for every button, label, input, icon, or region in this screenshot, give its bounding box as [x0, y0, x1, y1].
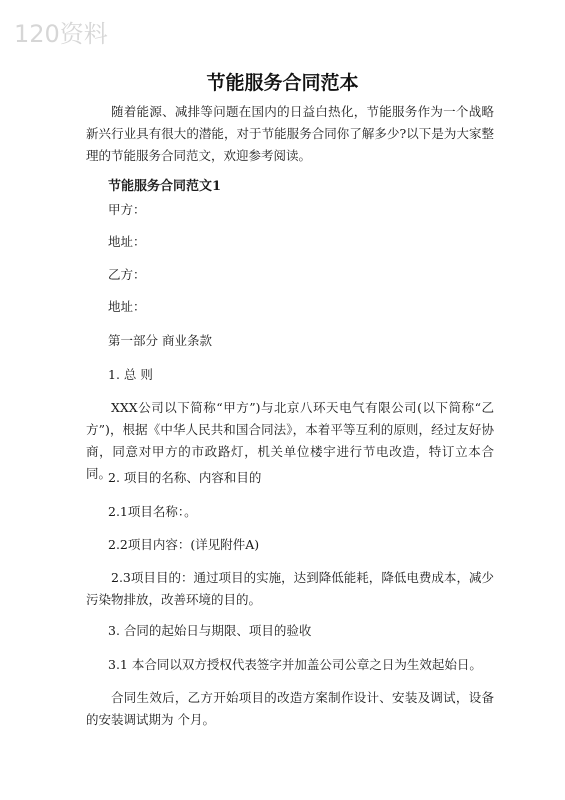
clause-2-heading: 2. 项目的名称、内容和目的: [108, 470, 262, 485]
watermark: 120资料: [14, 20, 108, 48]
section-heading: 节能服务合同范文1: [108, 179, 222, 194]
intro-paragraph: 随着能源、减排等问题在国内的日益白热化，节能服务作为一个战略新兴行业具有很大的潜能，对于节能服务合同你了解多少?以下是为大家整理的节能服务合同范文，欢迎参考阅读。: [86, 104, 494, 163]
clause-3-text: 合同生效后，乙方开始项目的改造方案制作设计、安装及调试，设备的安装调试期为 个月。: [86, 690, 494, 727]
clause-1-text: XXX公司以下简称“甲方”)与北京八环天电气有限公司(以下简称“乙方”)，根据《中华人民共和国合同法》，本着平等互利的原则，经过友好协商，同意对甲方的市政路灯，机关单位楼宇进行节电改造，特订立本合同。: [86, 400, 494, 481]
clause-2-2: 2.2项目内容：(详见附件A): [108, 537, 260, 552]
clause-3-1: 3.1 本合同以双方授权代表签字并加盖公司公章之日为生效起始日。: [108, 657, 482, 672]
clause-3-heading: 3. 合同的起始日与期限、项目的验收: [108, 623, 312, 638]
clause-2-1: 2.1项目名称：。: [108, 504, 197, 519]
clause-2-3: 2.3项目目的：通过项目的实施，达到降低能耗，降低电费成本，减少污染物排放，改善环境的目的。: [86, 570, 494, 607]
party-b-label: 乙方：: [108, 267, 146, 282]
party-a-address-label: 地址：: [108, 234, 146, 249]
party-a-label: 甲方：: [108, 202, 146, 217]
clause-1-heading: 1. 总 则: [108, 367, 153, 382]
party-b-address-label: 地址：: [108, 299, 146, 314]
part-one-heading: 第一部分 商业条款: [108, 333, 212, 348]
document-title: 节能服务合同范本: [206, 72, 359, 94]
